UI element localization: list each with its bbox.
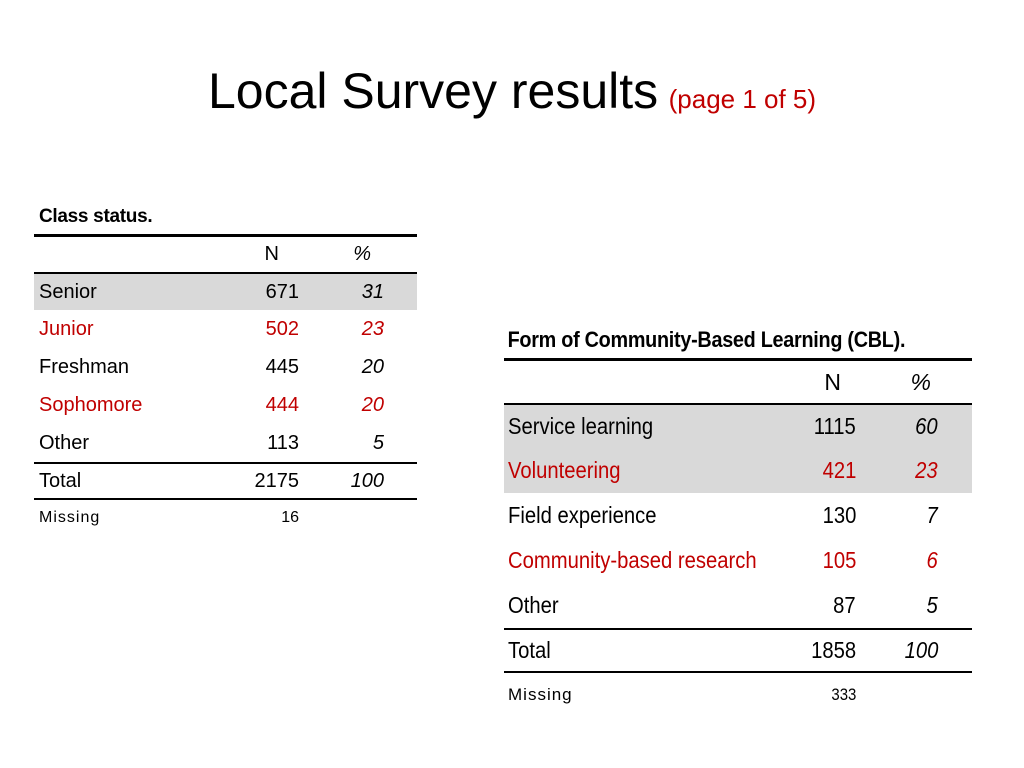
header-n: N [264, 243, 279, 265]
cbl-caption: Form of Community-Based Learning (CBL). [507, 327, 906, 352]
total-label: Total [508, 637, 551, 663]
row-label: Freshman [39, 355, 130, 378]
row-pct: 60 [915, 413, 938, 439]
row-n: 1115 [813, 413, 856, 439]
row-pct: 7 [926, 502, 938, 528]
row-label: Field experience [508, 502, 657, 528]
table-row [504, 538, 972, 583]
total-pct: 100 [904, 637, 938, 663]
row-label: Other [508, 592, 559, 618]
total-label: Total [39, 469, 82, 492]
row-label: Community-based research [508, 547, 757, 573]
row-label: Other [39, 431, 90, 454]
table-row [504, 448, 972, 493]
slide-title [0, 62, 1024, 120]
row-n: 113 [267, 431, 299, 454]
row-label: Sophomore [39, 393, 143, 416]
class-status-caption: Class status. [39, 206, 153, 227]
table-row [34, 386, 417, 424]
table-row [504, 583, 972, 628]
missing-label: Missing [508, 685, 573, 704]
table-row [34, 424, 417, 462]
header-pct: % [353, 243, 371, 265]
total-n: 2175 [254, 469, 299, 492]
total-pct: 100 [350, 469, 384, 492]
header-n: N [824, 368, 841, 395]
cbl-form-table [504, 326, 972, 717]
missing-n: 333 [831, 685, 856, 704]
row-n: 87 [833, 592, 856, 618]
table-missing-row [34, 500, 417, 536]
row-pct: 20 [361, 393, 384, 416]
row-label: Senior [39, 280, 97, 303]
table-row [504, 403, 972, 448]
row-n: 671 [265, 280, 299, 303]
slide-title-main: Local Survey results [207, 63, 659, 119]
row-pct: 23 [361, 317, 384, 340]
total-n: 1858 [810, 637, 856, 663]
row-label: Volunteering [508, 457, 621, 483]
row-n: 130 [822, 502, 856, 528]
row-n: 445 [265, 355, 299, 378]
row-pct: 5 [926, 592, 938, 618]
row-pct: 23 [915, 457, 938, 483]
table-total-row [504, 628, 972, 673]
table-missing-row [504, 673, 972, 717]
table-header-row [504, 358, 972, 403]
table-row [34, 310, 417, 348]
table-row [34, 348, 417, 386]
header-pct: % [910, 368, 931, 395]
row-n: 421 [822, 457, 856, 483]
row-pct: 6 [926, 547, 938, 573]
missing-n: 16 [281, 509, 299, 526]
table-row [34, 272, 417, 310]
table-header-row [34, 234, 417, 272]
row-label: Junior [39, 317, 94, 340]
row-n: 105 [822, 547, 856, 573]
table-row [504, 493, 972, 538]
table-total-row [34, 462, 417, 500]
missing-label: Missing [39, 509, 101, 526]
row-pct: 31 [361, 280, 384, 303]
row-n: 444 [265, 393, 299, 416]
row-pct: 5 [372, 431, 384, 454]
slide-title-page-indicator: (page 1 of 5) [668, 84, 817, 114]
class-status-table [34, 204, 417, 536]
row-n: 502 [265, 317, 299, 340]
row-pct: 20 [361, 355, 384, 378]
row-label: Service learning [508, 413, 654, 439]
